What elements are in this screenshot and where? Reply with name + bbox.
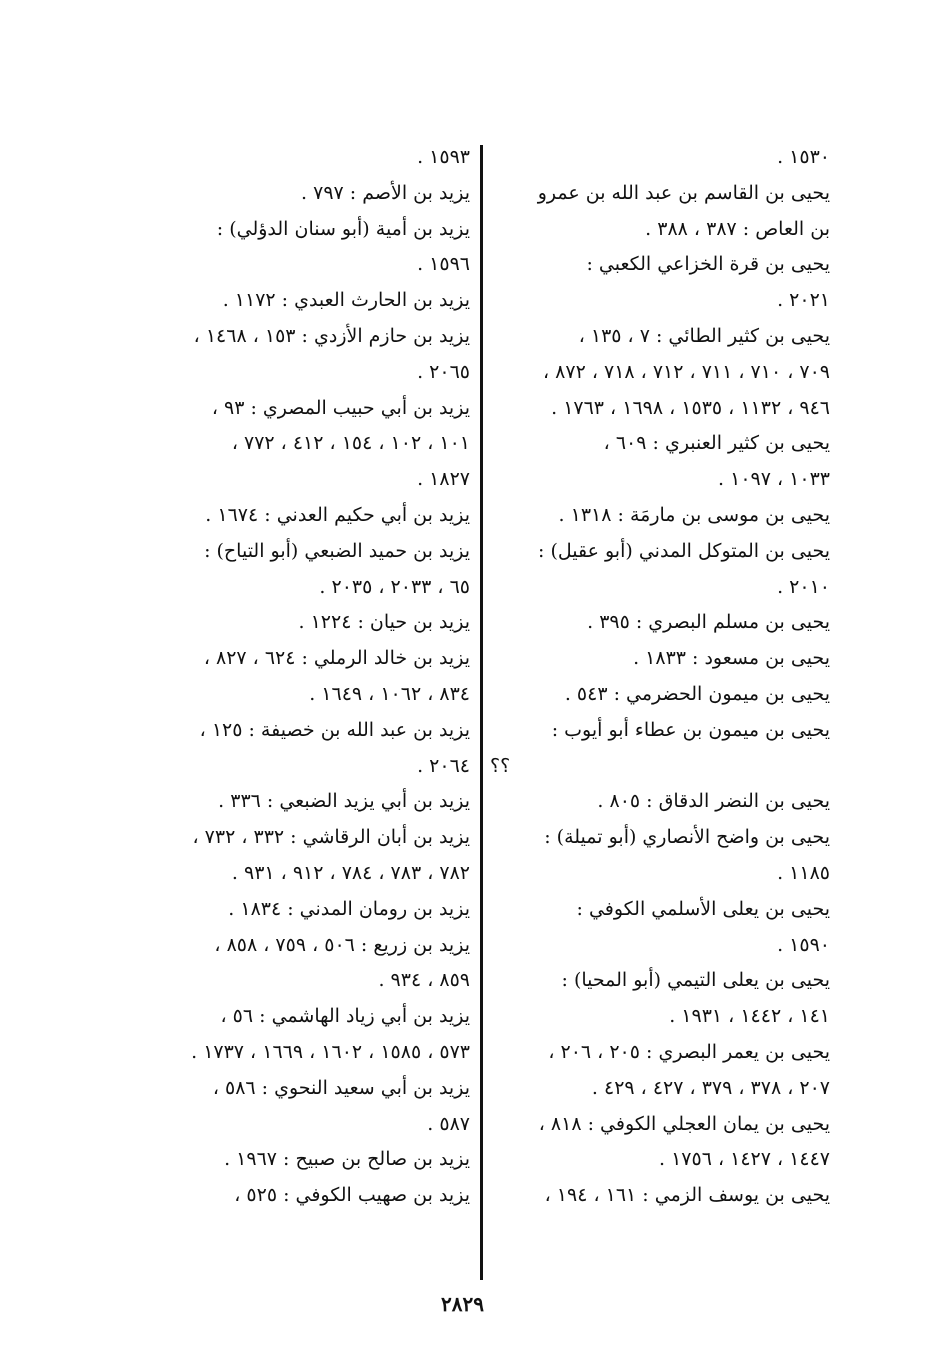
index-line: يزيد بن أبان الرقاشي : ٣٣٢ ، ٧٣٢ ،: [192, 826, 470, 849]
index-line: يزيد بن خالد الرملي : ٦٢٤ ، ٨٢٧ ،: [203, 647, 470, 670]
index-line: يحيى بن القاسم بن عبد الله بن عمرو: [537, 181, 830, 204]
index-line: ١٥٣٠ .: [777, 146, 830, 168]
index-line: يحيى بن يعلى التيمي (أبو المحيا) :: [561, 969, 830, 992]
index-line: ؟؟: [490, 754, 511, 777]
left-index-column: [130, 140, 470, 1214]
index-line: يحيى بن ميمون الحضرمي : ٥٤٣ .: [564, 682, 830, 705]
index-line: يزيد بن حميد الضبعي (أبو التياح) :: [204, 539, 470, 562]
index-line: ١١٨٥ .: [777, 861, 830, 884]
index-line: يحيى بن مسعود : ١٨٣٣ .: [633, 647, 830, 670]
index-line: يزيد بن الأصم : ٧٩٧ .: [301, 181, 470, 204]
index-line: يزيد بن أمية (أبو سنان الدؤلي) :: [216, 217, 470, 240]
index-line: يزيد بن أبي حكيم العدني : ١٦٧٤ .: [205, 503, 470, 526]
index-line: يحيى بن يوسف الزمي : ١٦١ ، ١٩٤ ،: [544, 1184, 830, 1207]
index-line: ٢٠٦٤ .: [417, 754, 470, 777]
index-line: ١٠٣٣ ، ١٠٩٧ .: [718, 468, 830, 491]
page-number: ٢٨٢٩: [441, 1292, 484, 1316]
index-line: ١٨٢٧ .: [417, 468, 470, 491]
index-line: يحيى بن يعمر البصري : ٢٠٥ ، ٢٠٦ ،: [548, 1040, 830, 1063]
index-line: بن العاص : ٣٨٧ ، ٣٨٨ .: [645, 217, 830, 240]
index-line: يزيد بن أبي حبيب المصري : ٩٣ ،: [211, 396, 470, 419]
index-line: ٢٠٧ ، ٣٧٨ ، ٣٧٩ ، ٤٢٧ ، ٤٢٩ .: [591, 1076, 830, 1099]
index-line: يزيد بن زريع : ٥٠٦ ، ٧٥٩ ، ٨٥٨ ،: [214, 933, 470, 956]
index-line: ٧٨٢ ، ٧٨٣ ، ٧٨٤ ، ٩١٢ ، ٩٣١ .: [231, 861, 470, 884]
index-line: يزيد بن رومان المدني : ١٨٣٤ .: [228, 897, 470, 920]
index-line: ٥٨٧ .: [427, 1112, 470, 1135]
right-index-column: [490, 140, 830, 1214]
index-line: ٥٧٣ ، ١٥٨٥ ، ١٦٠٢ ، ١٦٦٩ ، ١٧٣٧ .: [191, 1040, 470, 1063]
index-line: ٢٠٢١ .: [777, 289, 830, 312]
index-line: يزيد بن عبد الله بن خصيفة : ١٢٥ ،: [199, 718, 470, 741]
index-line: ١٥٩٣ .: [417, 146, 470, 168]
index-line: يزيد بن الحارث العبدي : ١١٧٢ .: [222, 289, 470, 312]
index-line: ٦٥ ، ٢٠٣٣ ، ٢٠٣٥ .: [319, 575, 470, 598]
index-line: ٢٠٦٥ .: [417, 360, 470, 383]
index-line: يحيى بن قرة الخزاعي الكعبي :: [586, 253, 830, 276]
index-line: يحيى بن كثير الطائي : ٧ ، ١٣٥ ،: [578, 324, 830, 347]
index-line: ٨٣٤ ، ١٠٦٢ ، ١٦٤٩ .: [309, 682, 470, 705]
index-line: ١٤١ ، ١٤٤٢ ، ١٩٣١ .: [669, 1005, 830, 1028]
index-line: ١٥٩٠ .: [777, 933, 830, 956]
index-line: يحيى بن موسى بن مارمَة : ١٣١٨ .: [558, 503, 830, 526]
index-line: يحيى بن ميمون بن عطاء أبو أيوب :: [551, 718, 830, 741]
index-line: ٢٠١٠ .: [777, 575, 830, 598]
index-line: يحيى بن واضح الأنصاري (أبو تميلة) :: [544, 826, 830, 849]
index-line: يحيى بن المتوكل المدني (أبو عقيل) :: [538, 539, 830, 562]
index-line: يحيى بن كثير العنبري : ٦٠٩ ،: [603, 432, 830, 455]
index-line: يحيى بن النضر الدقاق : ٨٠٥ .: [597, 790, 830, 813]
index-line: يحيى بن مسلم البصري : ٣٩٥ .: [587, 611, 830, 634]
index-line: يزيد بن أبي سعيد النحوي : ٥٨٦ ،: [212, 1076, 470, 1099]
index-line: يحيى بن يمان العجلي الكوفي : ٨١٨ ،: [538, 1112, 830, 1135]
index-line: يزيد بن صهيب الكوفي : ٥٢٥ ،: [234, 1184, 470, 1207]
index-line: يزيد بن أبي زياد الهاشمي : ٥٦ ،: [220, 1005, 470, 1028]
index-line: يحيى بن يعلى الأسلمي الكوفي :: [576, 897, 830, 920]
index-line: ١٥٩٦ .: [417, 253, 470, 276]
column-divider: [480, 145, 483, 1280]
index-line: يزيد بن أبي يزيد الضبعي : ٣٣٦ .: [218, 790, 470, 813]
index-line: يزيد بن صالح بن صبيح : ١٩٦٧ .: [224, 1148, 470, 1171]
index-line: ٧٠٩ ، ٧١٠ ، ٧١١ ، ٧١٢ ، ٧١٨ ، ٨٧٢ ،: [542, 360, 830, 383]
index-line: ٨٥٩ ، ٩٣٤ .: [378, 969, 470, 992]
index-line: ٩٤٦ ، ١١٣٢ ، ١٥٣٥ ، ١٦٩٨ ، ١٧٦٣ .: [551, 396, 830, 419]
index-line: يزيد بن حيان : ١٢٢٤ .: [298, 611, 470, 634]
index-line: يزيد بن حازم الأزدي : ١٥٣ ، ١٤٦٨ ،: [193, 324, 470, 347]
index-line: ١٠١ ، ١٠٢ ، ١٥٤ ، ٤١٢ ، ٧٧٢ ،: [231, 432, 470, 455]
index-line: ١٤٤٧ ، ١٤٢٧ ، ١٧٥٦ .: [658, 1148, 830, 1171]
